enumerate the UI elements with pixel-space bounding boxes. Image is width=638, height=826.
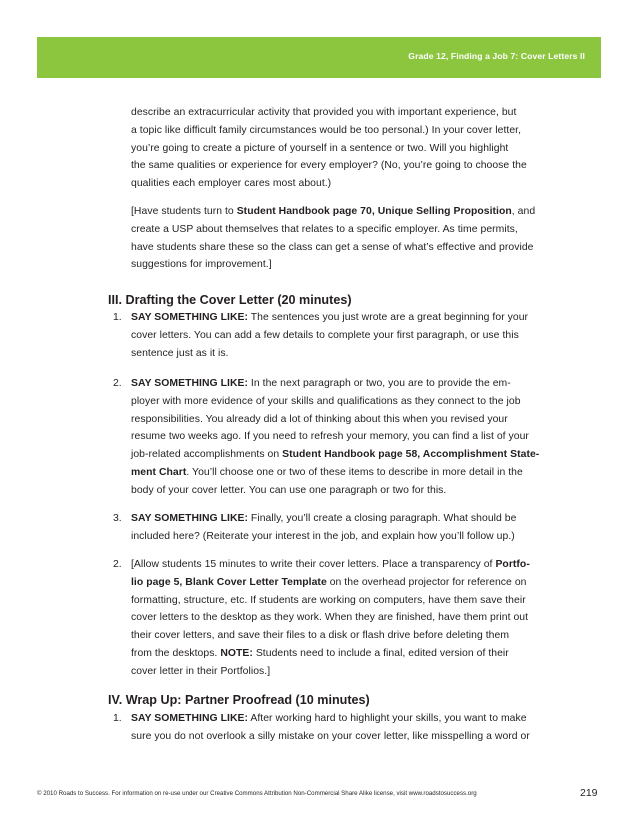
item-number: 1. [113,713,122,724]
paragraph-line: [Have students turn to Student Handbook page 70, Unique Selling Proposition, and [131,206,536,217]
paragraph-line: create a USP about themselves that relates to a specific employer. As time permits, [131,223,518,235]
say-something-label: SAY SOMETHING LIKE: [131,513,248,524]
paragraph-line: cover letter in their Portfolios.] [131,665,271,677]
handbook-reference: ment Chart [131,466,187,478]
list-item: SAY SOMETHING LIKE: After working hard to highlight your skills, you want to make sure you do not overlook a silly mistake on your cover letter, like misspelling a word or [131,710,561,746]
list-item: [Allow students 15 minutes to write their cover letters. Place a transparency of Portfo- lio page 5, Blank Cover Letter Template on the overhead projector for reference on formatting, structure, etc. If students are working on computers, have them save their cover letters to the desktop as they work. When they are finished, have them print out their cover letters, and save their files to a disk or flash drive before deleting them from the desktops. NOTE: Students need to include a final, edited version of their cover letter in their Portfolios.] [131,556,561,681]
portfolio-reference: lio page 5, Blank Cover Letter Template [131,576,327,588]
item-number: 2. [113,559,122,570]
item-number: 3. [113,513,122,524]
paragraph-line: resume two weeks ago. If you need to refresh your memory, you can find a list of your [131,431,529,443]
section-heading-wrap-up: IV. Wrap Up: Partner Proofread (10 minutes) [108,693,370,707]
paragraph-line: responsibilities. You already did a lot of thinking about this when you revised your [131,413,508,425]
item-number: 1. [113,312,122,323]
note-label: NOTE: [220,647,253,659]
paragraph-line: sentence just as it is. [131,347,229,359]
section-heading-drafting: III. Drafting the Cover Letter (20 minutes) [108,293,352,307]
usp-paragraph [131,203,561,274]
paragraph-line: qualities each employer cares most about.) [131,178,332,190]
paragraph-line: a topic like difficult family circumstances would be too personal.) In your cover letter, [131,124,522,136]
list-item: SAY SOMETHING LIKE: The sentences you just wrote are a great beginning for your cover letters. You can add a few details to complete your first paragraph, or use this sentence just as it is. [131,309,561,362]
footer-license: © 2010 Roads to Success. For information on re-use under our Creative Commons Attribution Non-Commercial Share Alike license, visit www.roadstosuccess.org [37,790,477,797]
say-something-label: SAY SOMETHING LIKE: [131,713,248,724]
paragraph-line: body of your cover letter. You can use one paragraph or two for this. [131,484,447,496]
paragraph-line: cover letters. You can add a few details to complete your first paragraph, or use this [131,329,519,341]
item-number: 2. [113,378,122,389]
portfolio-reference: Portfo- [495,559,530,570]
handbook-reference: Student Handbook page 70, Unique Selling Proposition [236,206,512,217]
say-something-label: SAY SOMETHING LIKE: [131,378,248,389]
paragraph-line: sure you do not overlook a silly mistake on your cover letter, like misspelling a word or [131,730,530,742]
paragraph-line: ployer with more evidence of your skills and qualifications as they connect to the job [131,395,521,407]
paragraph-line: the same qualities or experience for every employer? (No, you’re going to choose the [131,160,527,172]
paragraph-line: suggestions for improvement.] [131,259,272,271]
paragraph-line: cover letters to the desktop as they work. When they are finished, have them print out [131,612,529,624]
paragraph-line: formatting, structure, etc. If students are working on computers, have them save their [131,594,526,606]
paragraph-line: included here? (Reiterate your interest in the job, and explain how you’ll follow up.) [131,530,515,542]
intro-paragraph [131,104,561,193]
paragraph-line: describe an extracurricular activity that provided you with important experience, but [131,107,517,118]
header-band [37,37,601,78]
list-item: SAY SOMETHING LIKE: Finally, you’ll create a closing paragraph. What should be included here? (Reiterate your interest in the job, and explain how you’ll follow up.) [131,510,561,546]
list-item: SAY SOMETHING LIKE: In the next paragraph or two, you are to provide the em- ployer with more evidence of your skills and qualifications as they connect to the job responsibilities. You already did a lot of thinking about this when you revised your resume two weeks ago. If you need to refresh your memory, you can find a list of your job-related accomplishments on Student Handbook page 58, Accomplishment State- ment Chart. You’ll choose one or two of these items to describe in more detail in the body of your cover letter. You can use one paragraph or two for this. [131,375,561,500]
paragraph-line: have students share these so the class can get a sense of what’s effective and provide [131,241,534,253]
paragraph-line: you’re going to create a picture of yourself in a sentence or two. Will you highlight [131,142,509,154]
say-something-label: SAY SOMETHING LIKE: [131,312,248,323]
paragraph-line: their cover letters, and save their files to a disk or flash drive before deleting them [131,630,510,642]
handbook-reference: Student Handbook page 58, Accomplishment State- [282,449,540,461]
page-number: 219 [580,787,598,799]
header-title: Grade 12, Finding a Job 7: Cover Letters II [408,51,585,61]
